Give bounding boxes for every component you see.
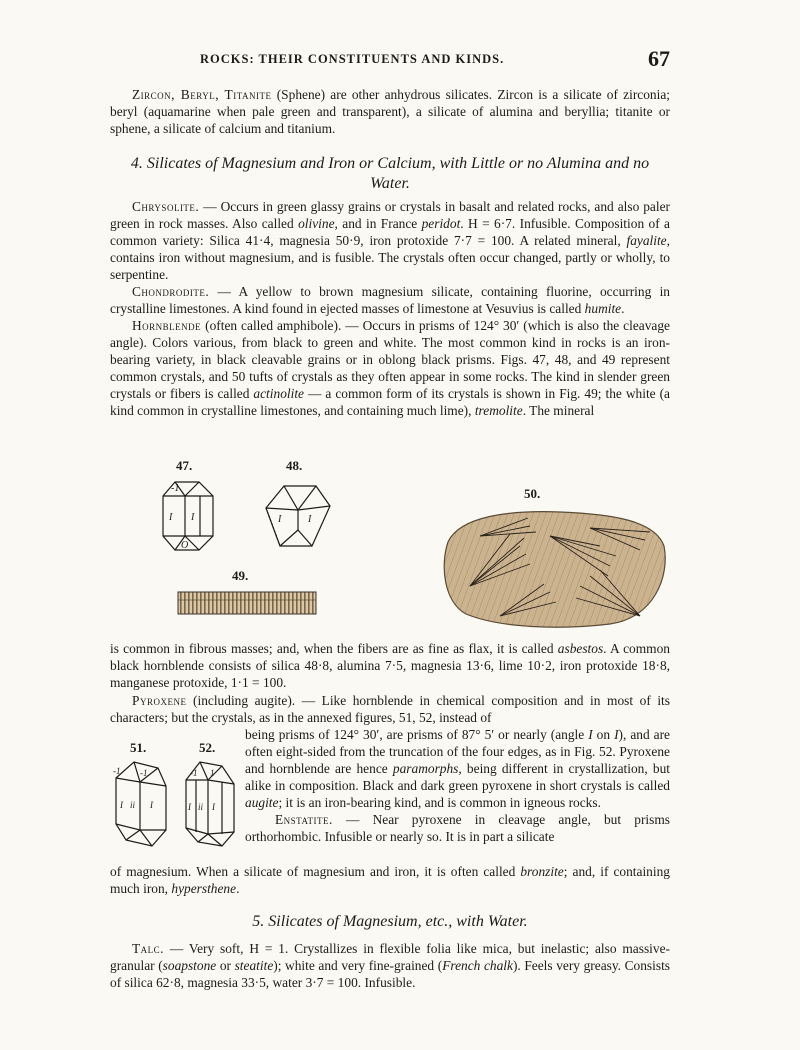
fig-47-face-label: -1	[171, 483, 180, 494]
page-number: 67	[648, 46, 670, 71]
fig-52-face-label: ii	[198, 802, 204, 812]
soapstone-term: soapstone	[162, 958, 217, 973]
chondrodite-term: Chondrodite.	[132, 284, 210, 299]
fig-52-face-label: -1	[190, 768, 198, 778]
fig-52-pyroxene-crystal	[182, 758, 240, 850]
section-4-body	[110, 198, 670, 419]
chondrodite-text: .	[621, 301, 625, 316]
hornblende-term: Hornblende	[132, 318, 202, 333]
fig-51-label: 51.	[130, 740, 147, 755]
chrysolite-text: , and in France	[334, 216, 422, 231]
fig-47-face-label: I	[169, 512, 173, 523]
fayalite-term: fayalite	[626, 233, 667, 248]
intro-paragraph	[110, 86, 670, 137]
enstatite-continuation	[110, 863, 670, 897]
hornblende-continuation	[110, 640, 670, 691]
fig-51-face-label: -1	[140, 768, 148, 778]
humite-term: humite	[584, 301, 622, 316]
fig-51-pyroxene-crystal	[112, 758, 172, 850]
fig-48-face-label: I	[278, 514, 282, 525]
hornblende-cont-text: is common in fibrous masses; and, when the fibers are as fine as flax, it is called	[110, 641, 558, 656]
fig-47-face-label: I	[191, 512, 195, 523]
fig-52-face-label: I	[188, 802, 191, 812]
running-header	[110, 48, 670, 72]
fig-52-face-label: 1	[210, 768, 215, 778]
intro-term: Zircon, Beryl, Titanite	[132, 87, 272, 102]
actinolite-term: actinolite	[253, 386, 304, 401]
fig-51-face-label: I	[150, 800, 153, 810]
talc-text: ); white and very fine-grained (	[273, 958, 443, 973]
fig-50-rock-specimen	[440, 506, 670, 630]
talc-paragraph	[110, 940, 670, 991]
pyroxene-wrap: being prisms of 124° 30′, are prisms of 87° 5′ or nearly (angle	[245, 727, 589, 742]
fig-47-crystal-drawing	[155, 478, 225, 553]
section-4-heading: 4. Silicates of Magnesium and Iron or Calcium, with Little or no Alumina and no Water.	[130, 155, 650, 192]
chrysolite-text: . H = 6·7. Infusible. Composition of a common variety: Silica 41·4, magnesia 50·9, iron protoxide 7·7 = 100. A related mineral,	[110, 216, 671, 248]
pyroxene-intro	[110, 692, 670, 726]
chrysolite-paragraph	[110, 198, 670, 283]
fig-48-label: 48.	[286, 458, 303, 473]
talc-text: — Very soft, H = 1. Crystallizes in flexible folia like mica, but inelastic; also massive-granular (	[110, 941, 670, 973]
hornblende-paragraph	[110, 317, 670, 419]
pyroxene-wrap: on	[592, 727, 615, 742]
bronzite-term: bronzite	[520, 864, 564, 879]
enstatite-text: of magnesium. When a silicate of magnesium and iron, it is often called	[110, 864, 521, 879]
talc-text: ). Feels very greasy. Consists of silica 62·8, magnesia 33·5, water 3·7 = 100. Infusible.	[110, 958, 671, 990]
enstatite-term: Enstatite.	[275, 812, 333, 827]
fig-50-label: 50.	[524, 486, 541, 501]
hornblende-text: — a common form of its crystals is shown in Fig. 49; the white (a kind common in crystalline limestones, and containing much lime),	[110, 386, 670, 418]
enstatite-text: .	[236, 881, 240, 896]
intro-text: (Sphene) are other anhydrous silicates. Zircon is a silicate of zirconia; beryl (aquamarine when pale green and transparent), a silicate of alumina and beryllia; titanite or sphene, a silicate of calcium and titanium.	[110, 87, 670, 136]
pyroxene-text: (including augite). — Like hornblende in chemical composition and in most of its characters; but the crystals, as in the annexed figures, 51, 52, instead of	[110, 693, 670, 725]
pyroxene-term: Pyroxene	[132, 693, 187, 708]
chrysolite-term: Chrysolite.	[132, 199, 200, 214]
chondrodite-paragraph	[110, 283, 670, 317]
chrysolite-text: , contains iron without magnesium, and is fusible. The crystals often occur changed, partly or wholly, to serpentine.	[110, 233, 670, 282]
tremolite-term: tremolite	[474, 403, 523, 418]
hypersthene-term: hypersthene	[171, 881, 237, 896]
hornblende-cont-text: . A common black hornblende consists of silica 48·8, alumina 7·5, magnesia 13·6, lime 10·2, iron protoxide 18·8, manganese protoxide, 1·1 = 100.	[110, 641, 670, 690]
augite-term: augite	[245, 795, 279, 810]
chrysolite-text: — Occurs in green glassy grains or crystals in basalt and related rocks, and also paler green in rock masses. Also called	[110, 199, 670, 231]
fig-48-face-label: I	[308, 514, 312, 525]
fig-52-label: 52.	[199, 740, 216, 755]
enstatite-text: ; and, if containing much iron,	[110, 864, 670, 896]
fig-51-face-label: -1	[113, 766, 121, 776]
section-5-heading: 5. Silicates of Magnesium, etc., with Water.	[252, 913, 528, 930]
paramorphs-term: paramorphs	[392, 761, 459, 776]
pyroxene-wrap-text	[245, 726, 670, 845]
enstatite-text: — Near pyroxene in cleavage angle, but prisms orthorhombic. Infusible or nearly so. It is in part a silicate	[245, 812, 670, 844]
fig-47-label: 47.	[176, 458, 193, 473]
pyroxene-wrap: ; it is an iron-bearing kind, and is common in igneous rocks.	[278, 795, 601, 810]
olivine-term: olivine	[298, 216, 335, 231]
fig-52-face-label: I	[212, 802, 215, 812]
asbestos-term: asbestos	[557, 641, 604, 656]
hornblende-text: (often called amphibole). — Occurs in prisms of 124° 30′ (which is also the cleavage angle). Colors various, from black to green and white. The most common kind in rocks is an iron-bearing variety, in black cleavable grains or in oblong black prisms. Figs. 47, 48, and 49 represent common crystals, and 50 tufts of crystals as they often appear in some rocks. The kind in slender green crystals or fibers is called	[110, 318, 670, 401]
talc-term: Talc.	[132, 941, 165, 956]
pyroxene-wrap: ), and are often eight-sided from the truncation of the four edges, as in Fig. 52. Pyroxene and hornblende are hence	[245, 727, 670, 776]
chondrodite-text: — A yellow to brown magnesium silicate, containing fluorine, occurring in crystalline limestones. A kind found in ejected masses of limestone at Vesuvius is called	[110, 284, 670, 316]
fig-48-crystal-drawing	[260, 480, 335, 550]
peridot-term: peridot	[421, 216, 461, 231]
pyroxene-wrap: I	[614, 727, 619, 742]
fig-47-face-label: O	[181, 540, 189, 551]
fig-51-face-label: I	[120, 800, 123, 810]
fig-51-face-label: ii	[130, 800, 136, 810]
french-chalk-term: French chalk	[442, 958, 513, 973]
fig-49-actinolite-prism	[176, 588, 318, 618]
fig-49-label: 49.	[232, 568, 249, 583]
pyroxene-wrap: I	[588, 727, 593, 742]
pyroxene-wrap: , being different in crystallization, but alike in composition. Black and dark green pyroxene in short crystals is called	[245, 761, 671, 793]
hornblende-text: . The mineral	[522, 403, 595, 418]
header-title: ROCKS: THEIR CONSTITUENTS AND KINDS.	[200, 52, 505, 66]
talc-text: or	[216, 958, 235, 973]
steatite-term: steatite	[234, 958, 274, 973]
enstatite-paragraph	[245, 811, 670, 845]
